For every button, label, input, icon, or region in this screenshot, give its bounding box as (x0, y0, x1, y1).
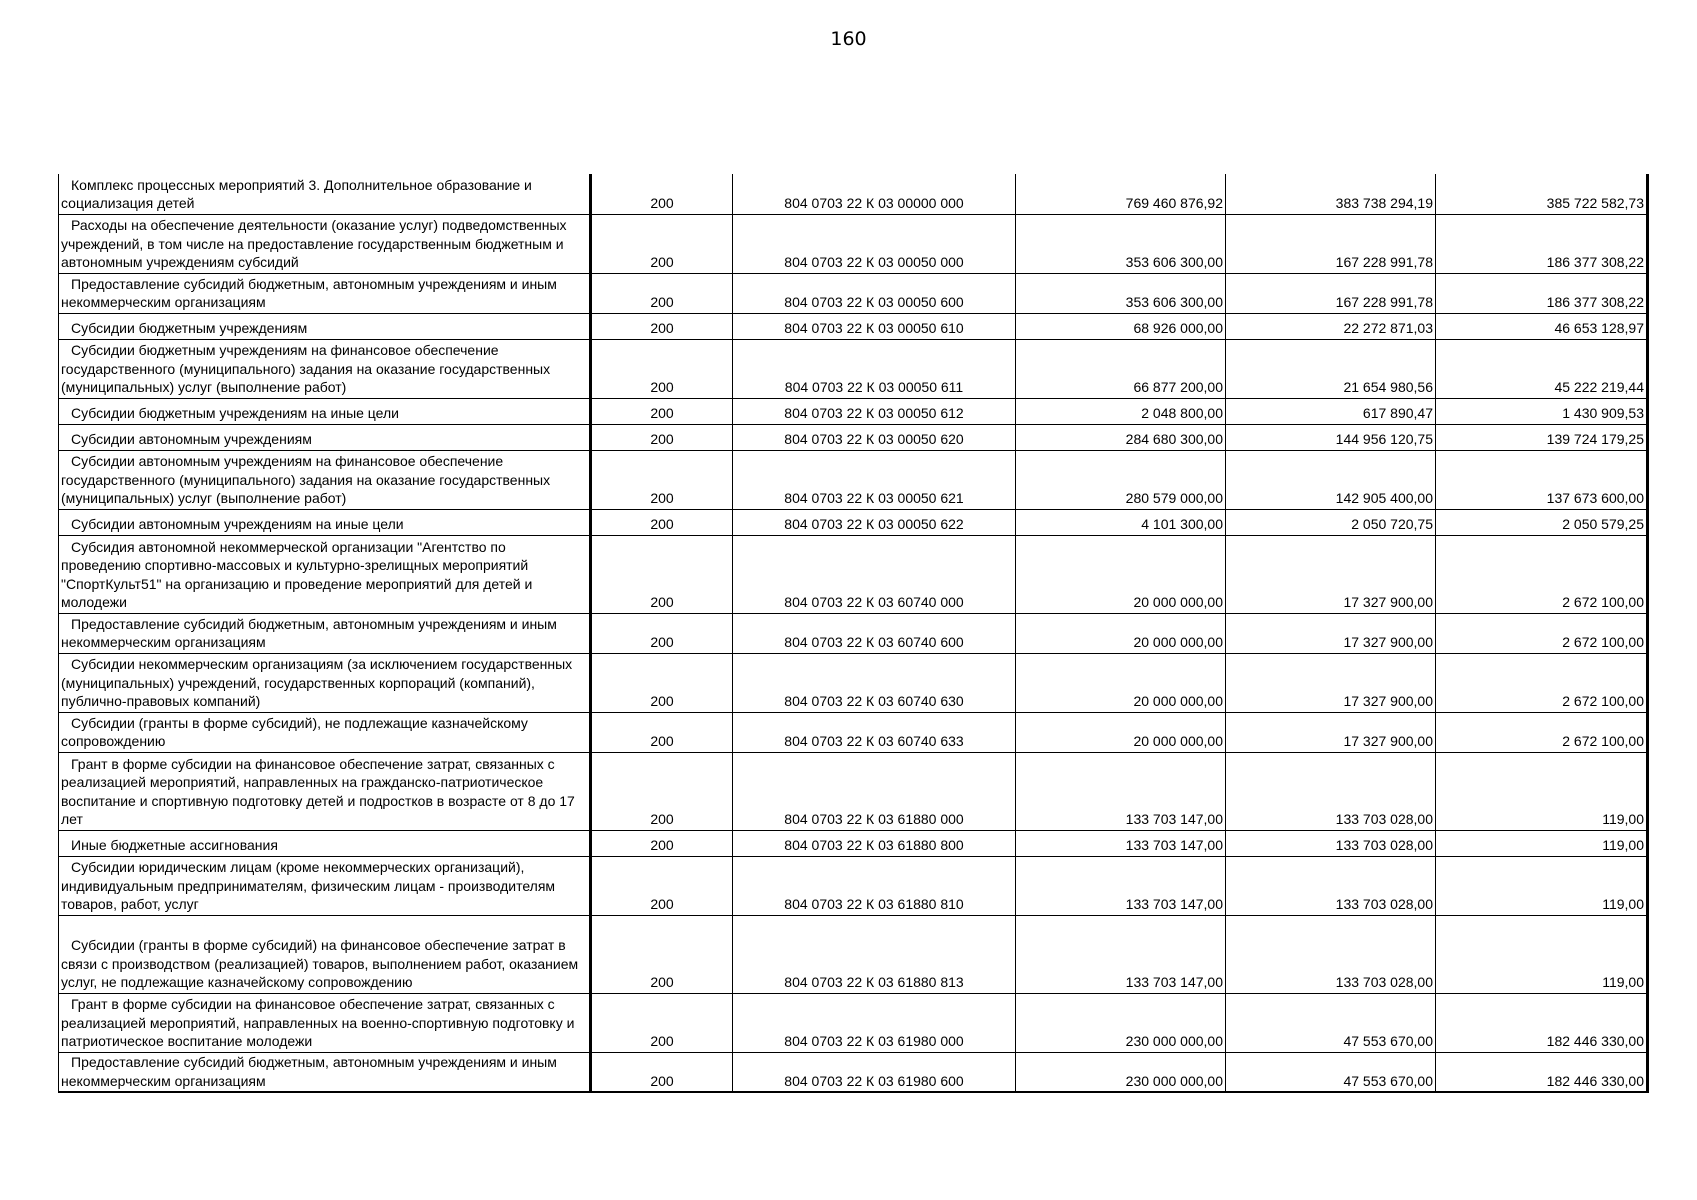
row-code-cell (591, 214, 733, 273)
row-kbk-cell (733, 856, 1016, 915)
row-value-3-cell (1436, 653, 1648, 712)
row-code-text: 200 (650, 254, 674, 270)
row-value-1-text: 353 606 300,00 (1125, 294, 1223, 310)
row-value-2-cell (1226, 653, 1436, 712)
row-value-1-cell (1016, 450, 1226, 509)
row-kbk-cell (733, 214, 1016, 273)
row-value-2-text: 167 228 991,78 (1335, 254, 1433, 270)
row-value-2-cell (1226, 993, 1436, 1052)
row-kbk-cell (733, 1052, 1016, 1092)
row-value-2-cell (1226, 313, 1436, 339)
row-value-3-text: 119,00 (1602, 974, 1644, 990)
row-code-text: 200 (650, 1033, 674, 1049)
row-value-1-cell (1016, 915, 1226, 993)
row-code-cell (591, 752, 733, 830)
table-row (59, 424, 1648, 450)
row-code-cell (591, 1052, 733, 1092)
table-row (59, 712, 1648, 752)
row-value-1-cell (1016, 339, 1226, 398)
row-value-2-text: 167 228 991,78 (1335, 294, 1433, 310)
row-code-text: 200 (650, 974, 674, 990)
row-kbk-text: 804 0703 22 К 03 60740 633 (784, 733, 964, 749)
row-code-text: 200 (650, 837, 674, 853)
row-code-cell (591, 339, 733, 398)
row-kbk-text: 804 0703 22 К 03 61880 810 (784, 896, 964, 912)
row-value-2-cell (1226, 273, 1436, 313)
row-name-cell (59, 424, 591, 450)
row-kbk-cell (733, 915, 1016, 993)
row-value-3-text: 119,00 (1602, 811, 1644, 827)
row-value-3-text: 2 672 100,00 (1562, 594, 1644, 610)
row-value-2-cell (1226, 915, 1436, 993)
row-value-2-cell (1226, 398, 1436, 424)
row-value-2-cell (1226, 613, 1436, 653)
row-value-2-text: 133 703 028,00 (1335, 974, 1433, 990)
row-value-3-text: 182 446 330,00 (1546, 1072, 1644, 1089)
row-value-1-text: 20 000 000,00 (1133, 693, 1223, 709)
row-value-3-cell (1436, 712, 1648, 752)
row-value-1-cell (1016, 273, 1226, 313)
row-value-3-text: 137 673 600,00 (1546, 490, 1644, 506)
row-value-3-text: 2 050 579,25 (1562, 516, 1644, 532)
row-value-2-cell (1226, 535, 1436, 613)
table-row (59, 339, 1648, 398)
row-value-1-cell (1016, 214, 1226, 273)
row-value-1-text: 2 048 800,00 (1141, 405, 1223, 421)
row-value-2-text: 2 050 720,75 (1351, 516, 1433, 532)
row-code-text: 200 (650, 896, 674, 912)
row-kbk-text: 804 0703 22 К 03 61880 813 (784, 974, 964, 990)
row-code-cell (591, 398, 733, 424)
row-value-2-text: 17 327 900,00 (1343, 634, 1433, 650)
row-code-text: 200 (650, 516, 674, 532)
table-row (59, 214, 1648, 273)
row-value-2-cell (1226, 856, 1436, 915)
row-kbk-cell (733, 752, 1016, 830)
row-kbk-cell (733, 339, 1016, 398)
table-row (59, 915, 1648, 993)
row-code-text: 200 (650, 1072, 674, 1089)
row-value-1-cell (1016, 752, 1226, 830)
row-kbk-cell (733, 174, 1016, 214)
row-value-2-cell (1226, 450, 1436, 509)
row-name-text: Субсидии бюджетным учреждениям на иные цели (71, 405, 399, 421)
row-code-text: 200 (650, 431, 674, 447)
row-value-1-text: 20 000 000,00 (1133, 594, 1223, 610)
row-value-3-text: 186 377 308,22 (1546, 294, 1644, 310)
row-kbk-text: 804 0703 22 К 03 60740 630 (784, 693, 964, 709)
row-value-3-text: 1 430 909,53 (1562, 405, 1644, 421)
row-code-cell (591, 653, 733, 712)
row-name-cell (59, 830, 591, 856)
row-name-cell (59, 653, 591, 712)
row-value-1-text: 4 101 300,00 (1141, 516, 1223, 532)
row-kbk-cell (733, 424, 1016, 450)
row-value-3-cell (1436, 339, 1648, 398)
row-name-text: Субсидии (гранты в форме субсидий), не подлежащие казначейскому сопровождению (61, 714, 528, 749)
row-kbk-text: 804 0703 22 К 03 00050 622 (784, 516, 964, 532)
row-kbk-cell (733, 398, 1016, 424)
row-value-1-text: 284 680 300,00 (1125, 431, 1223, 447)
row-code-cell (591, 273, 733, 313)
row-value-1-cell (1016, 830, 1226, 856)
row-value-2-text: 383 738 294,19 (1335, 195, 1433, 211)
row-value-2-text: 133 703 028,00 (1335, 896, 1433, 912)
row-value-2-text: 133 703 028,00 (1335, 811, 1433, 827)
row-name-cell (59, 613, 591, 653)
row-name-cell (59, 450, 591, 509)
row-name-cell (59, 313, 591, 339)
row-kbk-text: 804 0703 22 К 03 61980 600 (784, 1072, 964, 1089)
row-value-3-cell (1436, 856, 1648, 915)
row-kbk-text: 804 0703 22 К 03 00050 620 (784, 431, 964, 447)
row-kbk-text: 804 0703 22 К 03 61880 000 (784, 811, 964, 827)
row-kbk-cell (733, 830, 1016, 856)
row-name-text: Комплекс процессных мероприятий 3. Дополнительное образование и социализация детей (61, 176, 532, 211)
row-value-2-text: 144 956 120,75 (1335, 431, 1433, 447)
row-value-1-text: 353 606 300,00 (1125, 254, 1223, 270)
table-row (59, 1052, 1648, 1092)
row-kbk-cell (733, 993, 1016, 1052)
row-value-2-cell (1226, 214, 1436, 273)
row-code-cell (591, 509, 733, 535)
row-value-2-text: 22 272 871,03 (1343, 320, 1433, 336)
row-name-cell (59, 993, 591, 1052)
row-name-cell (59, 273, 591, 313)
row-kbk-cell (733, 450, 1016, 509)
row-value-3-cell (1436, 273, 1648, 313)
row-value-1-text: 769 460 876,92 (1125, 195, 1223, 211)
row-name-text: Субсидии некоммерческим организациям (за исключением государственных (муниципальных) учреждений, государственных корпораций (компаний), публично-правовых компаний) (61, 656, 573, 709)
row-code-cell (591, 535, 733, 613)
row-name-text: Субсидии (гранты в форме субсидий) на финансовое обеспечение затрат в связи с производством (реализацией) товаров, выполнением работ, оказанием услуг, не подлежащие казначейскому сопровождению (61, 937, 579, 990)
row-value-3-text: 182 446 330,00 (1546, 1033, 1644, 1049)
row-name-text: Субсидии автономным учреждениям (71, 431, 312, 447)
row-kbk-text: 804 0703 22 К 03 00050 600 (784, 294, 964, 310)
row-value-2-text: 21 654 980,56 (1343, 379, 1433, 395)
row-value-3-cell (1436, 613, 1648, 653)
row-kbk-cell (733, 313, 1016, 339)
row-name-text: Предоставление субсидий бюджетным, автономным учреждениям и иным некоммерческим организациям (61, 1054, 557, 1089)
table-row (59, 830, 1648, 856)
row-code-text: 200 (650, 379, 674, 395)
row-name-cell (59, 915, 591, 993)
row-value-3-cell (1436, 535, 1648, 613)
row-value-2-text: 17 327 900,00 (1343, 693, 1433, 709)
table-row (59, 450, 1648, 509)
row-value-1-text: 133 703 147,00 (1125, 811, 1223, 827)
row-name-cell (59, 856, 591, 915)
row-kbk-text: 804 0703 22 К 03 00050 621 (784, 490, 964, 506)
row-kbk-text: 804 0703 22 К 03 61980 000 (784, 1033, 964, 1049)
table-row (59, 535, 1648, 613)
row-value-1-text: 133 703 147,00 (1125, 896, 1223, 912)
row-name-text: Субсидии бюджетным учреждениям на финансовое обеспечение государственного (муниципального) задания на оказание государственных (муниципальных) услуг (выполнение работ) (61, 342, 551, 395)
row-name-cell (59, 214, 591, 273)
row-value-3-text: 119,00 (1602, 837, 1644, 853)
row-value-3-text: 46 653 128,97 (1554, 320, 1644, 336)
row-value-3-cell (1436, 174, 1648, 214)
row-name-text: Субсидии юридическим лицам (кроме некоммерческих организаций), индивидуальным предпринимателям, физическим лицам - производителям товаров, работ, услуг (61, 859, 556, 912)
table-row (59, 398, 1648, 424)
row-name-text: Субсидия автономной некоммерческой организации "Агентство по проведению спортивно-массовых и культурно-зрелищных мероприятий "СпортКульт51" на организацию и проведение мероприятий для детей и молодежи (61, 538, 533, 610)
row-value-3-cell (1436, 214, 1648, 273)
row-value-1-text: 133 703 147,00 (1125, 974, 1223, 990)
row-value-1-cell (1016, 1052, 1226, 1092)
budget-table (58, 174, 1649, 1093)
row-code-cell (591, 613, 733, 653)
row-value-2-cell (1226, 174, 1436, 214)
row-value-2-cell (1226, 1052, 1436, 1092)
table-row (59, 653, 1648, 712)
row-kbk-cell (733, 535, 1016, 613)
row-value-1-cell (1016, 535, 1226, 613)
row-kbk-cell (733, 653, 1016, 712)
row-value-1-cell (1016, 993, 1226, 1052)
row-value-3-text: 385 722 582,73 (1546, 195, 1644, 211)
row-value-3-cell (1436, 398, 1648, 424)
row-value-1-text: 20 000 000,00 (1133, 634, 1223, 650)
row-value-2-text: 17 327 900,00 (1343, 733, 1433, 749)
row-code-cell (591, 830, 733, 856)
row-name-cell (59, 752, 591, 830)
row-code-text: 200 (650, 405, 674, 421)
row-value-3-cell (1436, 752, 1648, 830)
row-name-text: Предоставление субсидий бюджетным, автономным учреждениям и иным некоммерческим организациям (61, 275, 557, 310)
row-value-1-cell (1016, 313, 1226, 339)
row-code-cell (591, 712, 733, 752)
row-code-cell (591, 856, 733, 915)
row-value-1-text: 230 000 000,00 (1125, 1033, 1223, 1049)
row-value-3-text: 119,00 (1602, 896, 1644, 912)
row-name-text: Субсидии бюджетным учреждениям (71, 320, 308, 336)
row-value-1-cell (1016, 509, 1226, 535)
row-value-2-cell (1226, 712, 1436, 752)
row-value-3-text: 2 672 100,00 (1562, 634, 1644, 650)
table-row (59, 509, 1648, 535)
row-value-2-cell (1226, 752, 1436, 830)
row-value-1-text: 68 926 000,00 (1133, 320, 1223, 336)
row-value-3-cell (1436, 450, 1648, 509)
row-value-2-text: 17 327 900,00 (1343, 594, 1433, 610)
budget-table-body (59, 174, 1648, 1092)
row-code-cell (591, 424, 733, 450)
row-name-text: Грант в форме субсидии на финансовое обеспечение затрат, связанных с реализацией мероприятий, направленных на гражданско-патриотическое воспитание и спортивную подготовку детей и подростков в возрасте от 8 до 17 лет (61, 755, 575, 827)
table-row (59, 856, 1648, 915)
table-row (59, 752, 1648, 830)
row-value-2-text: 142 905 400,00 (1335, 490, 1433, 506)
row-code-text: 200 (650, 490, 674, 506)
row-value-1-text: 66 877 200,00 (1133, 379, 1223, 395)
row-value-3-cell (1436, 313, 1648, 339)
row-code-cell (591, 915, 733, 993)
row-code-text: 200 (650, 294, 674, 310)
row-name-cell (59, 398, 591, 424)
row-value-1-text: 133 703 147,00 (1125, 837, 1223, 853)
row-kbk-text: 804 0703 22 К 03 00050 000 (784, 254, 964, 270)
row-value-1-cell (1016, 856, 1226, 915)
row-value-3-cell (1436, 830, 1648, 856)
row-value-1-text: 20 000 000,00 (1133, 733, 1223, 749)
row-code-cell (591, 450, 733, 509)
row-kbk-cell (733, 712, 1016, 752)
row-name-text: Субсидии автономным учреждениям на финансовое обеспечение государственного (муниципального) задания на оказание государственных (муниципальных) услуг (выполнение работ) (61, 453, 551, 506)
row-kbk-text: 804 0703 22 К 03 60740 600 (784, 634, 964, 650)
row-value-1-cell (1016, 712, 1226, 752)
row-name-cell (59, 339, 591, 398)
row-value-1-cell (1016, 653, 1226, 712)
row-code-text: 200 (650, 811, 674, 827)
table-row (59, 313, 1648, 339)
row-value-3-cell (1436, 509, 1648, 535)
row-name-cell (59, 1052, 591, 1092)
row-kbk-text: 804 0703 22 К 03 00050 612 (784, 405, 964, 421)
row-code-text: 200 (650, 634, 674, 650)
row-name-text: Субсидии автономным учреждениям на иные цели (71, 516, 404, 532)
table-row (59, 613, 1648, 653)
row-value-1-text: 230 000 000,00 (1125, 1072, 1223, 1089)
row-code-cell (591, 174, 733, 214)
row-value-2-cell (1226, 424, 1436, 450)
row-kbk-text: 804 0703 22 К 03 61880 800 (784, 837, 964, 853)
row-value-2-text: 47 553 670,00 (1343, 1072, 1433, 1089)
row-code-cell (591, 993, 733, 1052)
row-name-text: Грант в форме субсидии на финансовое обеспечение затрат, связанных с реализацией мероприятий, направленных на военно-спортивную подготовку и патриотическое воспитание молодежи (61, 996, 575, 1049)
row-value-3-text: 45 222 219,44 (1554, 379, 1644, 395)
row-name-cell (59, 174, 591, 214)
row-value-1-cell (1016, 613, 1226, 653)
row-name-text: Иные бюджетные ассигнования (71, 837, 278, 853)
row-kbk-cell (733, 613, 1016, 653)
row-kbk-text: 804 0703 22 К 03 00050 611 (784, 379, 964, 395)
row-value-1-text: 280 579 000,00 (1125, 490, 1223, 506)
row-value-2-cell (1226, 339, 1436, 398)
row-name-cell (59, 509, 591, 535)
row-kbk-text: 804 0703 22 К 03 60740 000 (784, 594, 964, 610)
row-value-2-text: 133 703 028,00 (1335, 837, 1433, 853)
row-code-text: 200 (650, 195, 674, 211)
row-code-cell (591, 313, 733, 339)
row-code-text: 200 (650, 693, 674, 709)
row-name-text: Расходы на обеспечение деятельности (оказание услуг) подведомственных учреждений, в том числе на предоставление государственным бюджетным и автономным учреждениям субсидий (61, 217, 567, 270)
row-code-text: 200 (650, 594, 674, 610)
row-name-cell (59, 712, 591, 752)
row-value-3-text: 2 672 100,00 (1562, 733, 1644, 749)
row-value-1-cell (1016, 424, 1226, 450)
table-row (59, 174, 1648, 214)
row-value-2-text: 47 553 670,00 (1343, 1033, 1433, 1049)
row-kbk-cell (733, 273, 1016, 313)
row-kbk-text: 804 0703 22 К 03 00050 610 (784, 320, 964, 336)
row-kbk-text: 804 0703 22 К 03 00000 000 (784, 195, 964, 211)
row-value-2-cell (1226, 830, 1436, 856)
row-value-3-text: 186 377 308,22 (1546, 254, 1644, 270)
row-value-3-text: 139 724 179,25 (1546, 431, 1644, 447)
row-name-cell (59, 535, 591, 613)
row-value-3-cell (1436, 1052, 1648, 1092)
row-value-2-cell (1226, 509, 1436, 535)
table-row (59, 273, 1648, 313)
row-value-3-text: 2 672 100,00 (1562, 693, 1644, 709)
row-name-text: Предоставление субсидий бюджетным, автономным учреждениям и иным некоммерческим организациям (61, 615, 557, 650)
page-number: 160 (830, 28, 867, 50)
row-code-text: 200 (650, 733, 674, 749)
table-row (59, 993, 1648, 1052)
row-value-3-cell (1436, 915, 1648, 993)
row-value-1-cell (1016, 398, 1226, 424)
row-value-3-cell (1436, 993, 1648, 1052)
row-code-text: 200 (650, 320, 674, 336)
row-value-1-cell (1016, 174, 1226, 214)
row-kbk-cell (733, 509, 1016, 535)
row-value-2-text: 617 890,47 (1362, 405, 1433, 421)
row-value-3-cell (1436, 424, 1648, 450)
